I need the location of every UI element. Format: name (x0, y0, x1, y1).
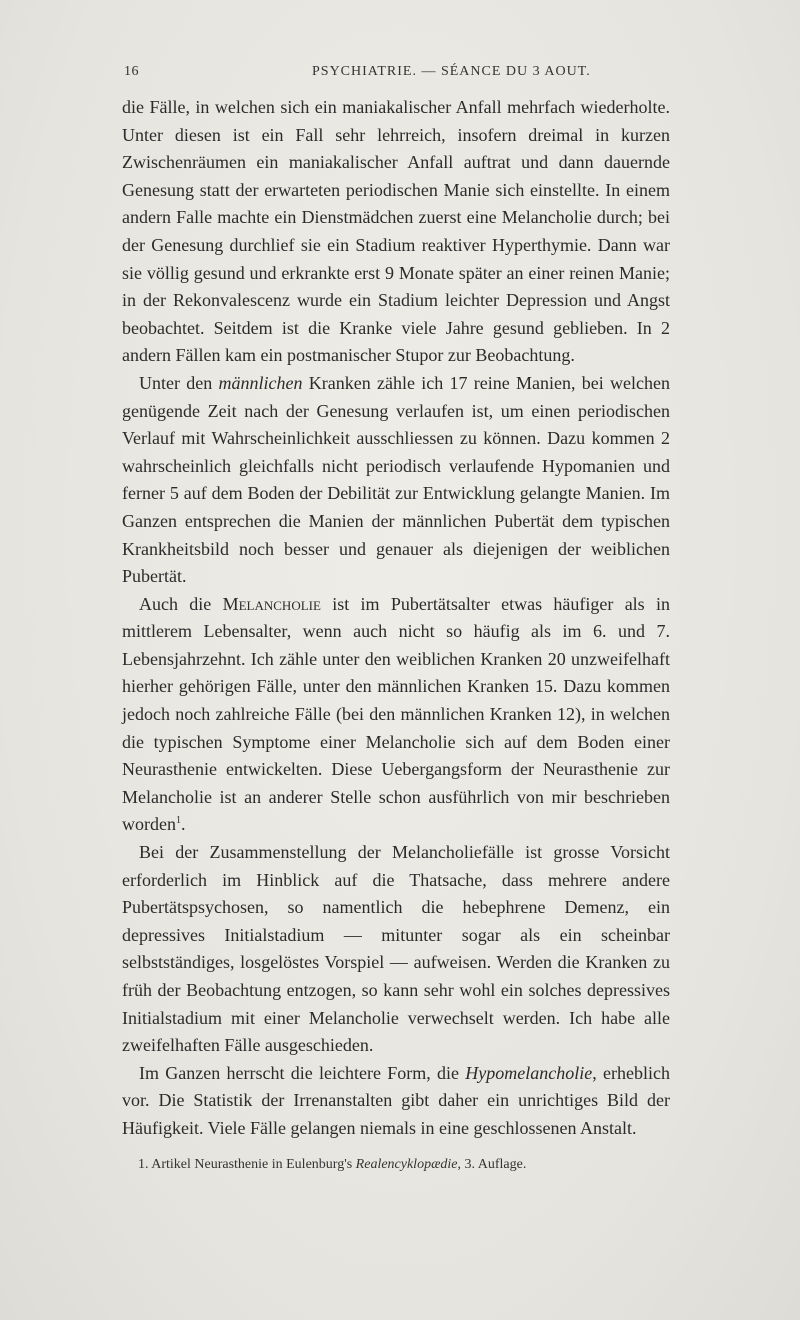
paragraph-2 (122, 370, 670, 591)
footnote (122, 1155, 670, 1175)
paragraph-1 (122, 94, 670, 370)
footnote-marker: 1 (175, 815, 181, 827)
paragraph-3-end: . (180, 814, 186, 835)
footnote-text-a: 1. Artikel Neurasthenie in Eulenburg's (138, 1157, 356, 1172)
paragraph-1-text: die Fälle, in welchen sich ein maniakalischer Anfall mehrfach wiederholte. Unter diesen ist ein Fall sehr lehrreich, insofern dreimal in kurzen Zwischenräumen ein maniakalischer Anfall auftrat und dann dauernde Genesung statt der erwarteten periodischen Manie sich einstellte. In einem andern Falle machte ein Dienstmädchen zuerst eine Melancholie durch; bei der Genesung durchlief sie ein Stadium reaktiver Hyperthymie. Dann war sie völlig gesund und erkrankte erst 9 Monate später an einer reinen Manie; in der Rekonvalescenz wurde ein Stadium leichter Depression und Angst beobachtet. Seitdem ist die Kranke viele Jahre gesund geblieben. In 2 andern Fällen kam ein postmanischer Stupor zur Beobachtung. (122, 97, 670, 366)
paragraph-5-emphasis: Hypomelancholie (465, 1062, 593, 1083)
footnote-text-b: , 3. Auflage. (457, 1157, 527, 1172)
page-header (122, 64, 668, 86)
paragraph-5-text-b: , erheblich vor. Die Statistik der Irrenanstalten gibt daher ein unrichtiges Bild der Häufigkeit. Viele Fälle gelangen niemals in eine geschlossenen Anstalt. (122, 1062, 671, 1138)
running-title: PSYCHIATRIE. — SÉANCE DU 3 AOUT. (312, 64, 591, 79)
paragraph-3-text-b: ist im Pubertätsalter etwas häufiger als in mittlerem Lebensalter, wenn auch nicht so häufig als im 6. und 7. Lebensjahrzehnt. Ich zähle unter den weiblichen Kranken 20 unzweifelhaft hierher gehörigen Fälle, unter den männlichen Kranken 15. Dazu kommen jedoch noch zahlreiche Fälle (bei den männlichen Kranken 12), in welchen die typischen Symptome einer Melancholie sich auf dem Boden einer Neurasthenie entwickelten. Diese Uebergangsform der Neurasthenie zur Melancholie ist an anderer Stelle schon ausführlich von mir beschrieben worden (122, 593, 670, 835)
paragraph-2-emphasis: männlichen (218, 372, 303, 393)
paragraph-2-text-a: Unter den (139, 372, 219, 393)
paragraph-5 (122, 1060, 670, 1143)
paragraph-3 (122, 591, 670, 839)
paragraph-4 (122, 839, 670, 1060)
paragraph-3-text-a: Auch die (139, 593, 223, 614)
paragraph-4-text: Bei der Zusammenstellung der Melancholiefälle ist grosse Vorsicht erforderlich im Hinblick auf die Thatsache, dass mehrere andere Pubertätspsychosen, so namentlich die hebephrene Demenz, ein depressives Initialstadium — mitunter sogar als ein scheinbar selbstständiges, losgelöstes Vorspiel — aufweisen. Werden die Kranken zu früh der Beobachtung entzogen, so kann sehr wohl ein solches depressives Initialstadium mit einer Melancholie verwechselt werden. Ich habe alle zweifelhaften Fälle ausgeschieden. (122, 842, 670, 1056)
paragraph-2-text-b: Kranken zähle ich 17 reine Manien, bei welchen genügende Zeit nach der Genesung verlaufen ist, um einen periodischen Verlauf mit Wahrscheinlichkeit ausschliessen zu können. Dazu kommen 2 wahrscheinlich gleichfalls nicht periodisch verlaufende Hypomanien und ferner 5 auf dem Boden der Debilität zur Entwicklung gelangte Manien. Im Ganzen entsprechen die Manien der männlichen Pubertät dem typischen Krankheitsbild noch besser und genauer als diejenigen der weiblichen Pubertät. (122, 372, 670, 587)
paragraph-3-small-caps: Melancholie (222, 593, 321, 614)
paragraph-5-text-a: Im Ganzen herrscht die leichtere Form, die (139, 1062, 466, 1083)
footnote-emphasis: Realencyklopædie (355, 1157, 458, 1172)
body-text (122, 94, 670, 1143)
page-number: 16 (124, 64, 139, 79)
